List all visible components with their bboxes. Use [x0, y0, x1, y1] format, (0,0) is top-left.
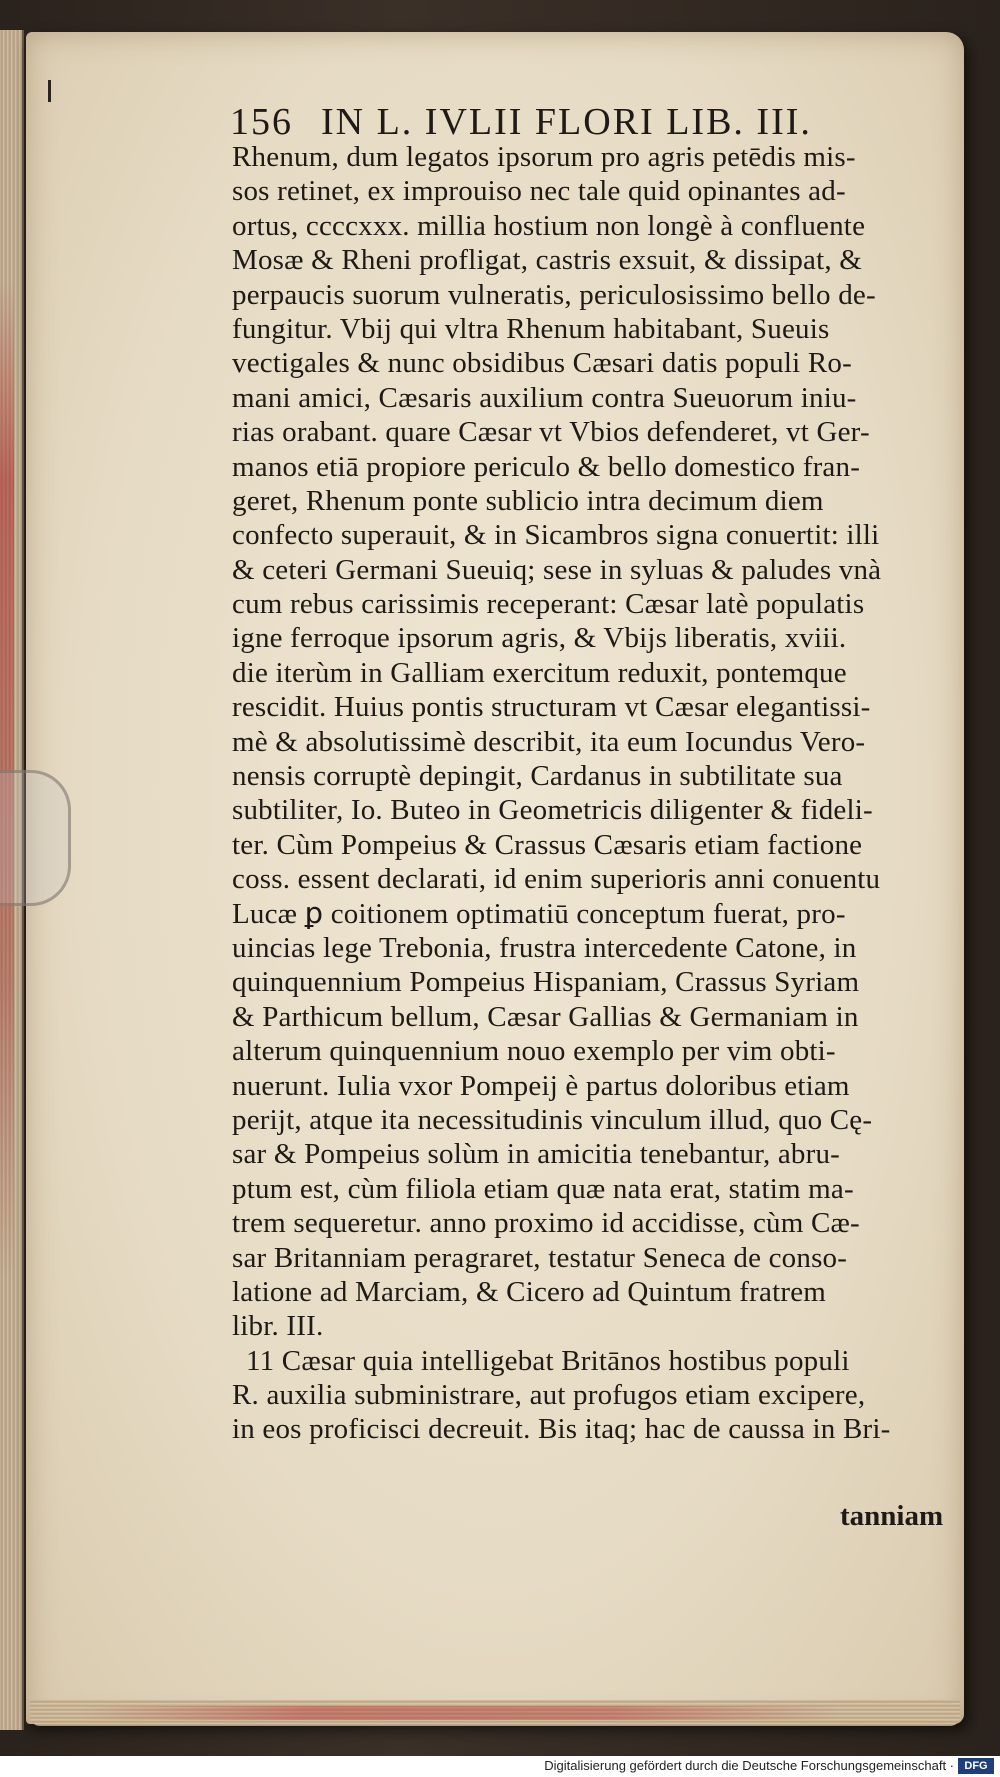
- text-line: cum rebus carissimis receperant: Cæsar latè populatis: [232, 588, 865, 621]
- text-line: & Parthicum bellum, Cæsar Gallias & Germaniam in: [232, 1000, 859, 1033]
- text-line: rescidit. Huius pontis structuram vt Cæsar elegantissi-: [232, 691, 871, 724]
- text-line: mè & absolutissimè describit, ita eum Iocundus Vero-: [232, 725, 866, 758]
- text-line: mani amici, Cæsaris auxilium contra Sueuorum iniu-: [232, 381, 857, 414]
- text-line: in eos proficisci decreuit. Bis itaq; hac de caussa in Bri-: [232, 1413, 891, 1446]
- text-line: vectigales & nunc obsidibus Cæsari datis populi Ro-: [232, 347, 852, 380]
- running-head-title: IN L. IVLII FLORI LIB. III.: [321, 101, 812, 143]
- page-clip: [0, 770, 71, 906]
- text-line: libr. III.: [232, 1310, 324, 1343]
- margin-mark: [48, 80, 51, 102]
- text-line: igne ferroque ipsorum agris, & Vbijs liberatis, xviii.: [232, 622, 847, 655]
- text-line: & ceteri Germani Sueuiq; sese in syluas & paludes vnà: [232, 553, 882, 586]
- text-line: manos etiā propiore periculo & bello domestico fran-: [232, 450, 861, 483]
- text-line: sar Britanniam peragraret, testatur Seneca de conso-: [232, 1241, 848, 1274]
- text-line: latione ad Marciam, & Cicero ad Quintum fratrem: [232, 1275, 827, 1308]
- text-line: R. auxilia subministrare, aut profugos etiam excipere,: [232, 1379, 866, 1412]
- footer-credit: Digitalisierung gefördert durch die Deutsche Forschungsgemeinschaft ·: [544, 1758, 954, 1773]
- text-line: trem sequeretur. anno proximo id accidisse, cùm Cæ-: [232, 1207, 860, 1240]
- text-line: sos retinet, ex improuiso nec tale quid opinantes ad-: [232, 175, 846, 208]
- text-line: perpaucis suorum vulneratis, periculosissimo bello de-: [232, 278, 876, 311]
- page-bottom-red-stain: [80, 1706, 840, 1720]
- catchword: tanniam: [840, 1500, 944, 1532]
- dfg-logo: DFG: [958, 1758, 994, 1774]
- text-line: nuerunt. Iulia vxor Pompeij è partus doloribus etiam: [232, 1069, 850, 1102]
- text-line: Mosæ & Rheni profligat, castris exsuit, & dissipat, &: [232, 244, 863, 277]
- body-text: [232, 140, 940, 1447]
- text-line: quinquennium Pompeius Hispaniam, Crassus Syriam: [232, 966, 860, 999]
- text-line: Rhenum, dum legatos ipsorum pro agris petēdis mis-: [232, 141, 856, 173]
- text-line: 11 Cæsar quia intelligebat Britānos hostibus populi: [246, 1344, 850, 1377]
- page-number: 156: [230, 101, 293, 143]
- text-line: uincias lege Trebonia, frustra intercedente Catone, in: [232, 931, 857, 964]
- text-line: perijt, atque ita necessitudinis vinculum illud, quo Cę-: [232, 1103, 873, 1136]
- text-line: ter. Cùm Pompeius & Crassus Cæsaris etiam factione: [232, 828, 863, 861]
- text-line: alterum quinquennium nouo exemplo per vim obti-: [232, 1035, 836, 1068]
- text-line: Lucæ ꝑ coitionem optimatiū conceptum fuerat, pro-: [232, 897, 846, 930]
- text-line: rias orabant. quare Cæsar vt Vbios defenderet, vt Ger-: [232, 416, 870, 449]
- text-line: coss. essent declarati, id enim superioris anni conuentu: [232, 863, 881, 896]
- text-line: fungitur. Vbij qui vltra Rhenum habitabant, Sueuis: [232, 312, 830, 345]
- text-line: subtiliter, Io. Buteo in Geometricis diligenter & fideli-: [232, 794, 873, 827]
- text-line: geret, Rhenum ponte sublicio intra decimum diem: [232, 484, 824, 517]
- text-line: ortus, ccccxxx. millia hostium non longè à confluente: [232, 209, 866, 242]
- text-line: nensis corruptè depingit, Cardanus in subtilitate sua: [232, 760, 843, 793]
- text-line: ptum est, cùm filiola etiam quæ nata erat, statim ma-: [232, 1172, 854, 1205]
- text-line: sar & Pompeius solùm in amicitia tenebantur, abru-: [232, 1138, 841, 1171]
- text-line: confecto superauit, & in Sicambros signa conuertit: illi: [232, 519, 880, 552]
- text-line: die iterùm in Galliam exercitum reduxit, pontemque: [232, 656, 847, 689]
